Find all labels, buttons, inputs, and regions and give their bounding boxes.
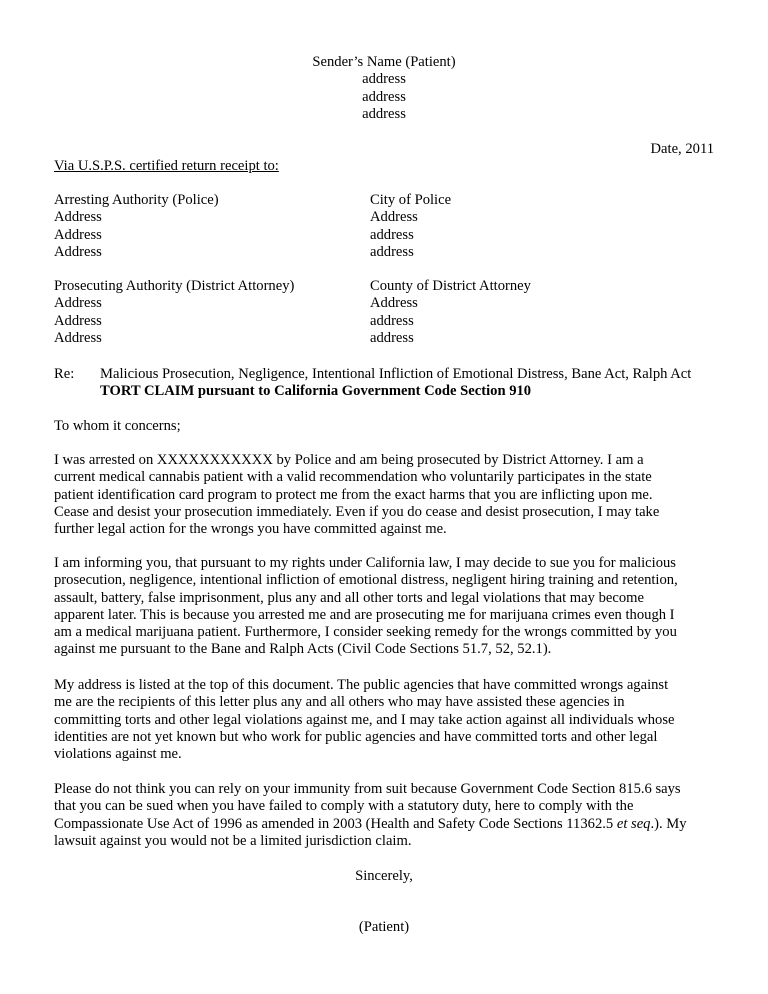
paragraph-text: Compassionate Use Act of 1996 as amended in 2003 (Health and Safety Code Sections 11362.5 (54, 815, 617, 832)
paragraph-line: me are the recipients of this letter plus any and all others who may have assisted these agencies in (54, 694, 625, 711)
paragraph-line: Cease and desist your prosecution immediately. Even if you do cease and desist prosecution, I may take (54, 503, 660, 520)
recipient-line: Address (370, 295, 418, 312)
signer-name: (Patient) (358, 919, 410, 935)
recipient-line: Address (54, 209, 102, 226)
subject-label: Re: (54, 366, 75, 382)
paragraph-line: that you can be sued when you have failed to comply with a statutory duty, here to comply with the (54, 798, 634, 815)
sender-address-line: address (362, 105, 406, 122)
recipient-block-1 (54, 192, 714, 262)
paragraph-1 (54, 452, 716, 538)
recipient-county (370, 278, 531, 347)
recipient-line: Address (54, 226, 102, 243)
sender-address-line: address (362, 71, 406, 88)
paragraph-4 (54, 781, 716, 850)
recipient-line: Address (54, 329, 102, 346)
paragraph-line: committing torts and other legal violations against me, and I may take action against all individuals whose (54, 711, 675, 728)
paragraph-line: current medical cannabis patient with a valid recommendation who voluntarily participates in the state (54, 469, 652, 486)
recipient-line: address (370, 312, 414, 329)
subject-bold-line: TORT CLAIM pursuant to California Government Code Section 910 (100, 383, 532, 400)
recipient-arresting-authority (54, 192, 219, 261)
paragraph-line: apparent later. This is because you arrested me and are prosecuting me for marijuana crimes even though I (54, 606, 675, 623)
sender-block (0, 54, 768, 123)
letter-date: Date, 2011 (650, 141, 714, 157)
recipient-city (370, 192, 451, 261)
sender-address-line: address (362, 88, 406, 105)
recipient-line: address (370, 329, 414, 346)
subject-line: Malicious Prosecution, Negligence, Intentional Infliction of Emotional Distress, Bane Act, Ralph Act (100, 366, 692, 382)
paragraph-line: lawsuit against you would not be a limited jurisdiction claim. (54, 832, 412, 849)
paragraph-line: assault, battery, false imprisonment, plus any and all other torts and legal violations that may become (54, 589, 644, 606)
subject-body (100, 366, 691, 401)
sender-name: Sender’s Name (Patient) (312, 54, 456, 70)
paragraph-line (54, 816, 716, 833)
paragraph-line: prosecution, negligence, intentional infliction of emotional distress, negligent hiring training and retention, (54, 572, 678, 589)
paragraph-line: Please do not think you can rely on your immunity from suit because Government Code Section 815.6 says (54, 781, 681, 797)
greeting: To whom it concerns; (54, 418, 181, 434)
paragraph-italic-text: et seq (616, 815, 651, 832)
closing: Sincerely, (355, 868, 413, 884)
recipient-line: Prosecuting Authority (District Attorney) (54, 278, 295, 294)
paragraph-line: identities are not yet known but who work for public agencies and have committed torts and other legal (54, 728, 658, 745)
recipient-line: County of District Attorney (370, 278, 531, 294)
recipient-line: Address (54, 243, 102, 260)
paragraph-line: against me pursuant to the Bane and Ralph Acts (Civil Code Sections 51.7, 52, 52.1). (54, 641, 552, 658)
paragraph-line: violations against me. (54, 746, 182, 763)
paragraph-text: .). My (650, 815, 687, 832)
recipient-line: address (370, 243, 414, 260)
paragraph-line: I am informing you, that pursuant to my rights under California law, I may decide to sue you for malicious (54, 555, 676, 571)
recipient-line: address (370, 226, 414, 243)
recipient-line: Arresting Authority (Police) (54, 192, 219, 208)
paragraph-3 (54, 677, 716, 763)
paragraph-line: patient identification card program to protect me from the exact harms that you are inflicting upon me. (54, 486, 653, 503)
recipient-block-2 (54, 278, 714, 348)
paragraph-line: My address is listed at the top of this document. The public agencies that have committed wrongs against (54, 677, 669, 693)
recipient-line: City of Police (370, 192, 452, 208)
recipient-line: Address (54, 312, 102, 329)
paragraph-line: I was arrested on XXXXXXXXXXX by Police and am being prosecuted by District Attorney. I am a (54, 452, 644, 468)
paragraph-line: am a medical marijuana patient. Furthermore, I consider seeking remedy for the wrongs committed by you (54, 624, 677, 641)
recipient-line: Address (54, 295, 102, 312)
recipient-prosecuting-authority (54, 278, 294, 347)
delivery-method: Via U.S.P.S. certified return receipt to: (54, 158, 279, 174)
paragraph-2 (54, 555, 716, 659)
recipient-line: Address (370, 209, 418, 226)
paragraph-line: further legal action for the wrongs you have committed against me. (54, 521, 447, 538)
